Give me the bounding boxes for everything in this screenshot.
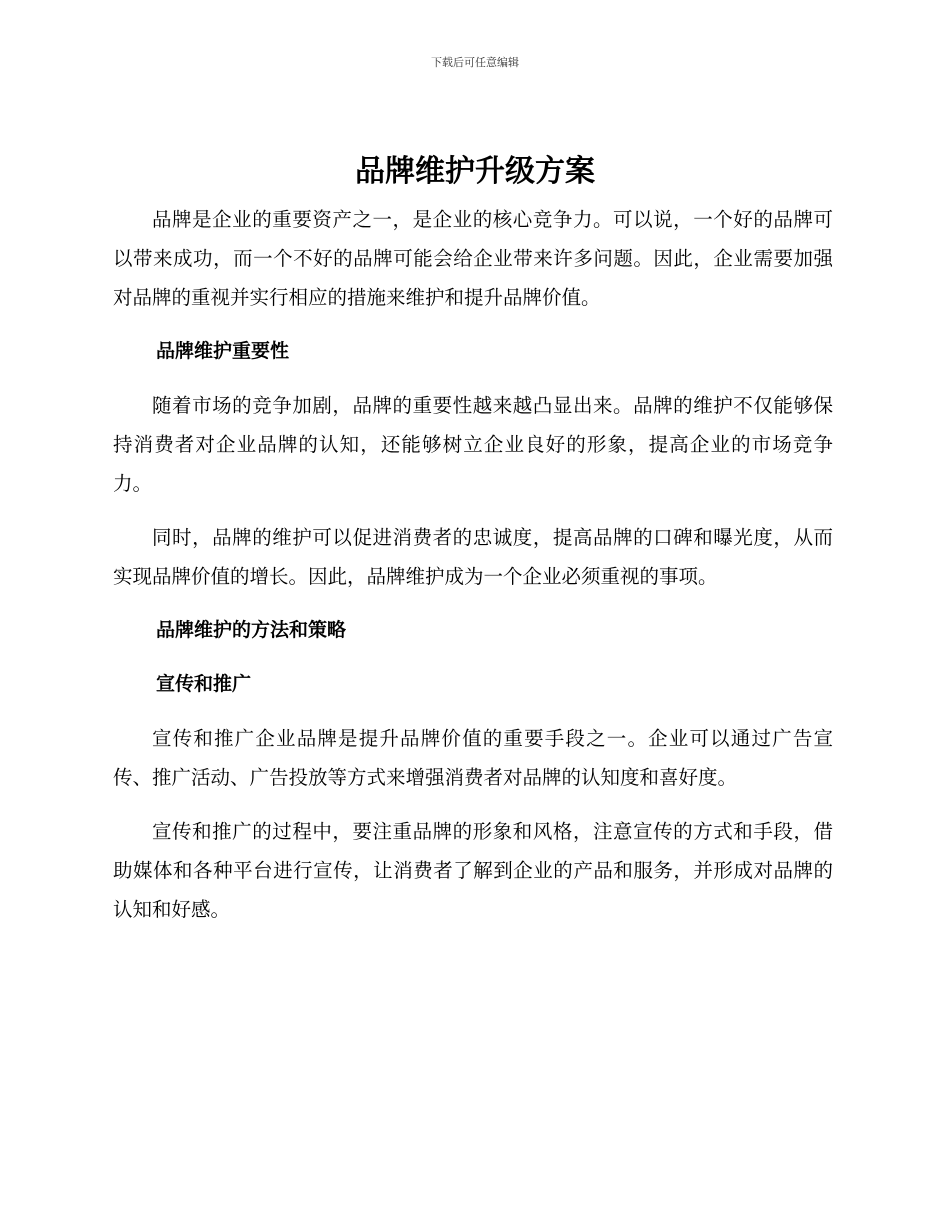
section-heading-importance: 品牌维护重要性 [156,340,290,362]
header-note: 下载后可任意编辑 [431,56,519,69]
intro-paragraph: 品牌是企业的重要资产之一，是企业的核心竞争力。可以说，一个好的品牌可以带来成功，而一个不好的品牌可能会给企业带来许多问题。因此，企业需要加强对品牌的重视并实行相应的措施来维护和提升品牌价值。 [113,208,833,309]
paragraph: 宣传和推广企业品牌是提升品牌价值的重要手段之一。企业可以通过广告宣传、推广活动、广告投放等方式来增强消费者对品牌的认知度和喜好度。 [113,727,833,789]
spacer [113,650,833,665]
subsection-heading-promotion: 宣传和推广 [156,673,252,695]
spacer [113,371,833,386]
spacer [113,704,833,719]
document-body [113,200,833,929]
document-title: 品牌维护升级方案 [355,154,595,189]
spacer [113,503,833,518]
spacer [113,596,833,611]
section-heading-methods: 品牌维护的方法和策略 [156,619,347,641]
spacer [113,797,833,812]
paragraph: 同时，品牌的维护可以促进消费者的忠诚度，提高品牌的口碑和曝光度，从而实现品牌价值的增长。因此，品牌维护成为一个企业必须重视的事项。 [113,526,833,588]
paragraph: 宣传和推广的过程中，要注重品牌的形象和风格，注意宣传的方式和手段，借助媒体和各种平台进行宣传，让消费者了解到企业的产品和服务，并形成对品牌的认知和好感。 [113,820,833,921]
spacer [113,317,833,332]
paragraph: 随着市场的竞争加剧，品牌的重要性越来越凸显出来。品牌的维护不仅能够保持消费者对企业品牌的认知，还能够树立企业良好的形象，提高企业的市场竞争力。 [113,394,833,495]
